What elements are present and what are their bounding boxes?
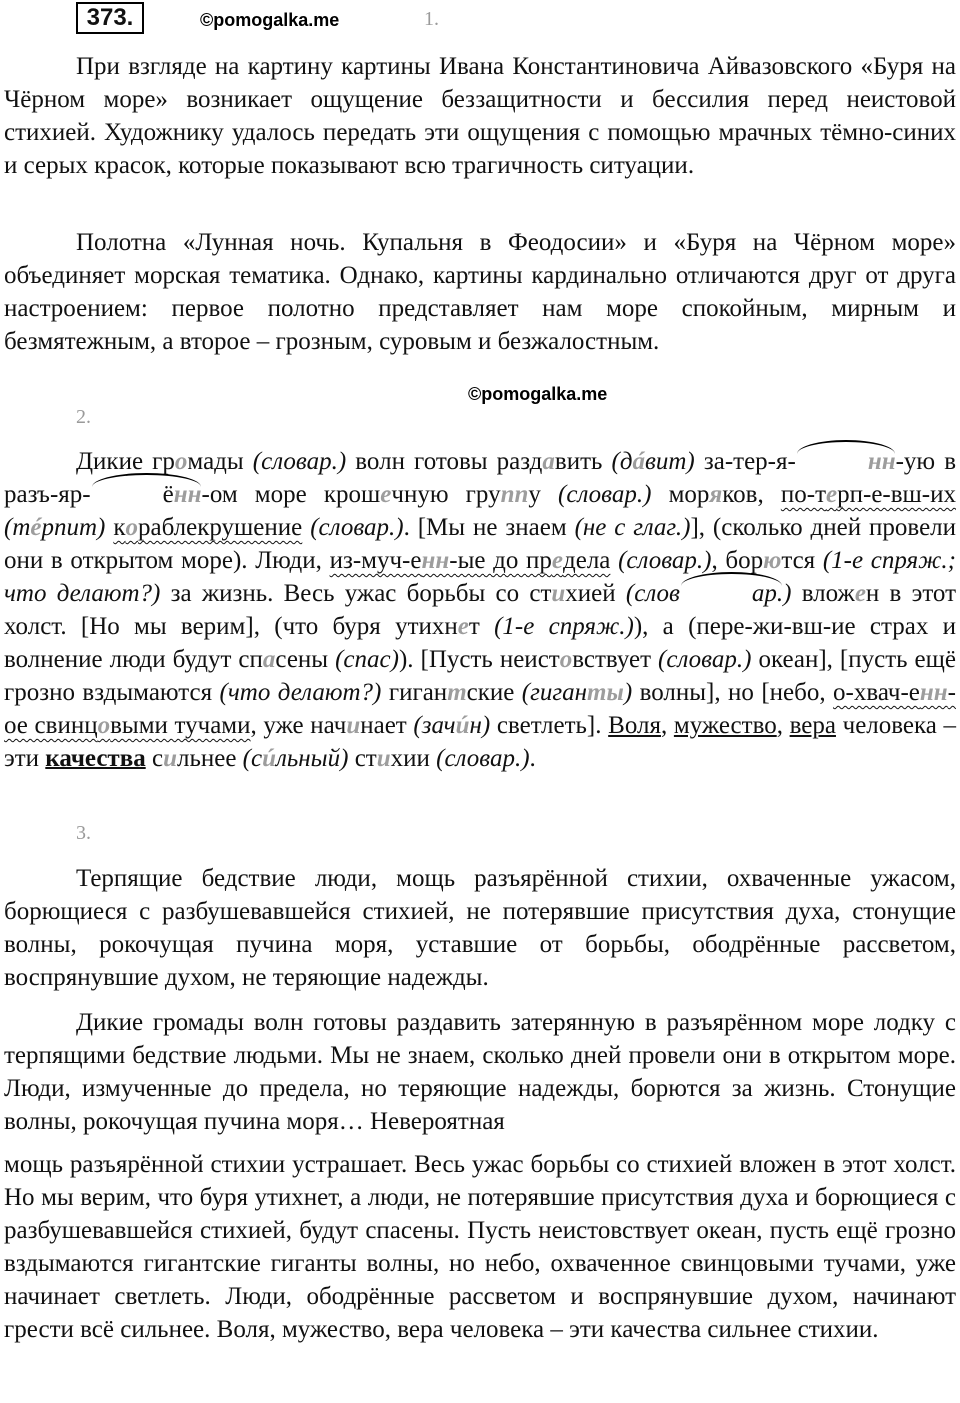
section-1-marker: 1.: [424, 8, 439, 30]
watermark: ©pomogalka.me: [200, 10, 340, 30]
section-1-paragraph-2: Полотна «Лунная ночь. Купальня в Феодосии» и «Буря на Чёрном море» объединяет морская тематика. Однако, картины кардинально отличаются друг от друга настроением: первое полотно представляет нам море спокойным, мирным и безмятежным, а второе – грозным, суровым и безжалостным.: [4, 229, 956, 355]
task-number: 373.: [76, 2, 144, 34]
watermark-2: ©pomogalka.me: [468, 384, 608, 404]
section-1-paragraph-1: При взгляде на картину картины Ивана Константиновича Айвазовского «Буря на Чёрном море» возникает ощущение беззащитности и бессилия перед неистовой стихией. Художнику удалось передать эти ощущения с помощью мрачных тёмно-синих и серых красок, которые показывают всю трагичность ситуации.: [4, 53, 956, 179]
section-3-marker: 3.: [76, 822, 91, 844]
section-3-paragraph-1: Терпящие бедствие люди, мощь разъярённой стихии, охваченные ужасом, борющиеся с разбушевавшейся стихией, не потерявшие присутствия духа, стонущие волны, рокочущая пучина моря, уставшие от борьбы, ободрённые рассветом, воспрянувшие духом, не теряющие надежды.: [4, 865, 956, 991]
section-2-annotated-text: Дикие громады (словар.) волн готовы раздавить (дáвит) за-тер-я- нн-ую в разъ-яр- ённ-ом море крошечную группу (словар.) моряков, по-терп-е-вш-их (тéрпит) кораблекрушение (словар.). [Мы не знаем (не с глаг.)], (сколько дней провели они в открытом море). Люди, из-муч-енн-ые до предела (словар.), борются (1-е спряж.; что делают?) за жизнь. Весь ужас борьбы со стихией (слов ар.) вложен в этот холст. [Но мы верим], (что буря утихнет (1-е спряж.)), а (пере-жи-вш-ие страх и волнение люди будут спасены (спас)). [Пусть неистовствует (словар.) океан], [пусть ещё грозно вздымаются (что делают?) гигантские (гиганты) волны], но [небо, о-хвач-енн-ое свинцовыми тучами, уже начинает (зачúн) светлеть]. Воля, мужество, вера человека – эти качества сильнее (сúльный) стихии (словар.).: [4, 445, 956, 775]
section-3-paragraph-3: мощь разъярённой стихии устрашает. Весь ужас борьбы со стихией вложен в этот холст. Но мы верим, что буря утихнет, а люди, не потерявшие присутствия духа и борющиеся с разбушевавшейся стихией, будут спасены. Пусть неистовствует океан, пусть ещё грозно вздымаются гигантские гиганты волны, но небо, охваченное свинцовыми тучами, уже начинает светлеть. Люди, ободрённые рассветом и воспрянувшие духом, начинают грести всё сильнее. Воля, мужество, вера человека – эти качества сильнее стихии.: [4, 1151, 956, 1343]
section-2-marker: 2.: [76, 406, 91, 428]
section-3-paragraph-2: Дикие громады волн готовы раздавить затерянную в разъярённом море лодку с терпящими бедствие людьми. Мы не знаем, сколько дней провели они в открытом море. Люди, измученные до предела, но теряющие надежды, борются за жизнь. Стонущие волны, рокочущая пучина моря… Невероятная: [4, 1009, 956, 1135]
